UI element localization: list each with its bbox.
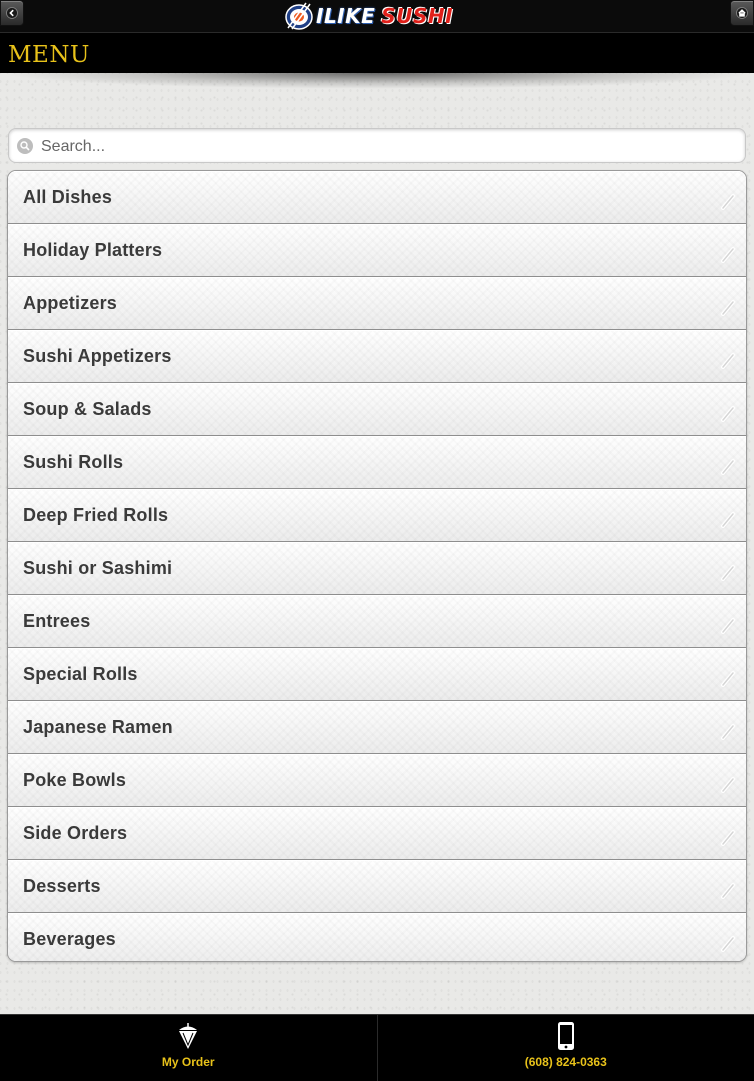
category-item[interactable] <box>8 383 746 436</box>
my-order-button[interactable] <box>0 1015 377 1081</box>
logo-text <box>316 4 453 28</box>
brand-logo[interactable] <box>284 0 472 32</box>
category-item[interactable] <box>8 913 746 962</box>
bottom-bar <box>0 1014 754 1081</box>
chevron-right-icon <box>720 455 736 475</box>
search-input[interactable] <box>39 129 733 164</box>
category-label: Sushi or Sashimi <box>23 558 172 579</box>
back-button[interactable] <box>0 0 24 26</box>
chevron-right-icon <box>720 826 736 846</box>
chevron-right-icon <box>720 667 736 687</box>
chevron-right-icon <box>720 773 736 793</box>
category-label: Soup & Salads <box>23 399 152 420</box>
category-label: Holiday Platters <box>23 240 162 261</box>
category-label: Special Rolls <box>23 664 138 685</box>
chevron-right-icon <box>720 614 736 634</box>
category-item[interactable] <box>8 701 746 754</box>
chevron-right-icon <box>720 190 736 210</box>
chevron-right-icon <box>720 508 736 528</box>
search-icon <box>17 138 33 154</box>
menu-bar <box>0 33 754 73</box>
sushi-roll-icon <box>284 1 314 31</box>
category-label: All Dishes <box>23 187 112 208</box>
category-label: Sushi Appetizers <box>23 346 172 367</box>
category-item[interactable] <box>8 277 746 330</box>
category-label: Sushi Rolls <box>23 452 123 473</box>
category-item[interactable] <box>8 542 746 595</box>
chevron-left-icon <box>6 7 18 19</box>
page-title: MENU <box>8 42 90 68</box>
phone-number-label: (608) 824-0363 <box>525 1055 607 1069</box>
category-label: Side Orders <box>23 823 127 844</box>
phone-icon <box>557 1021 575 1051</box>
category-item[interactable] <box>8 807 746 860</box>
chevron-right-icon <box>720 243 736 263</box>
category-item[interactable] <box>8 436 746 489</box>
chevron-right-icon <box>720 402 736 422</box>
category-list <box>7 170 747 962</box>
category-item[interactable] <box>8 224 746 277</box>
logo-word-ilike: ILIKE <box>316 4 375 28</box>
home-icon <box>736 7 748 19</box>
chevron-right-icon <box>720 932 736 952</box>
logo-word-sushi: SUSHI <box>381 4 453 28</box>
category-item[interactable] <box>8 171 746 224</box>
category-item[interactable] <box>8 860 746 913</box>
chevron-right-icon <box>720 720 736 740</box>
takeout-cone-icon <box>177 1021 199 1051</box>
menu-bar-shadow <box>0 73 754 89</box>
category-label: Entrees <box>23 611 90 632</box>
chevron-right-icon <box>720 349 736 369</box>
home-button[interactable] <box>730 0 754 26</box>
my-order-label: My Order <box>162 1055 215 1069</box>
chevron-right-icon <box>720 879 736 899</box>
category-label: Deep Fried Rolls <box>23 505 168 526</box>
category-label: Desserts <box>23 876 101 897</box>
category-label: Poke Bowls <box>23 770 126 791</box>
chevron-right-icon <box>720 296 736 316</box>
category-item[interactable] <box>8 489 746 542</box>
category-label: Japanese Ramen <box>23 717 173 738</box>
category-item[interactable] <box>8 330 746 383</box>
category-label: Beverages <box>23 929 116 950</box>
search-box[interactable] <box>8 128 746 163</box>
category-item[interactable] <box>8 595 746 648</box>
category-item[interactable] <box>8 754 746 807</box>
top-bar <box>0 0 754 33</box>
call-phone-button[interactable] <box>377 1015 754 1081</box>
category-label: Appetizers <box>23 293 117 314</box>
chevron-right-icon <box>720 561 736 581</box>
category-item[interactable] <box>8 648 746 701</box>
